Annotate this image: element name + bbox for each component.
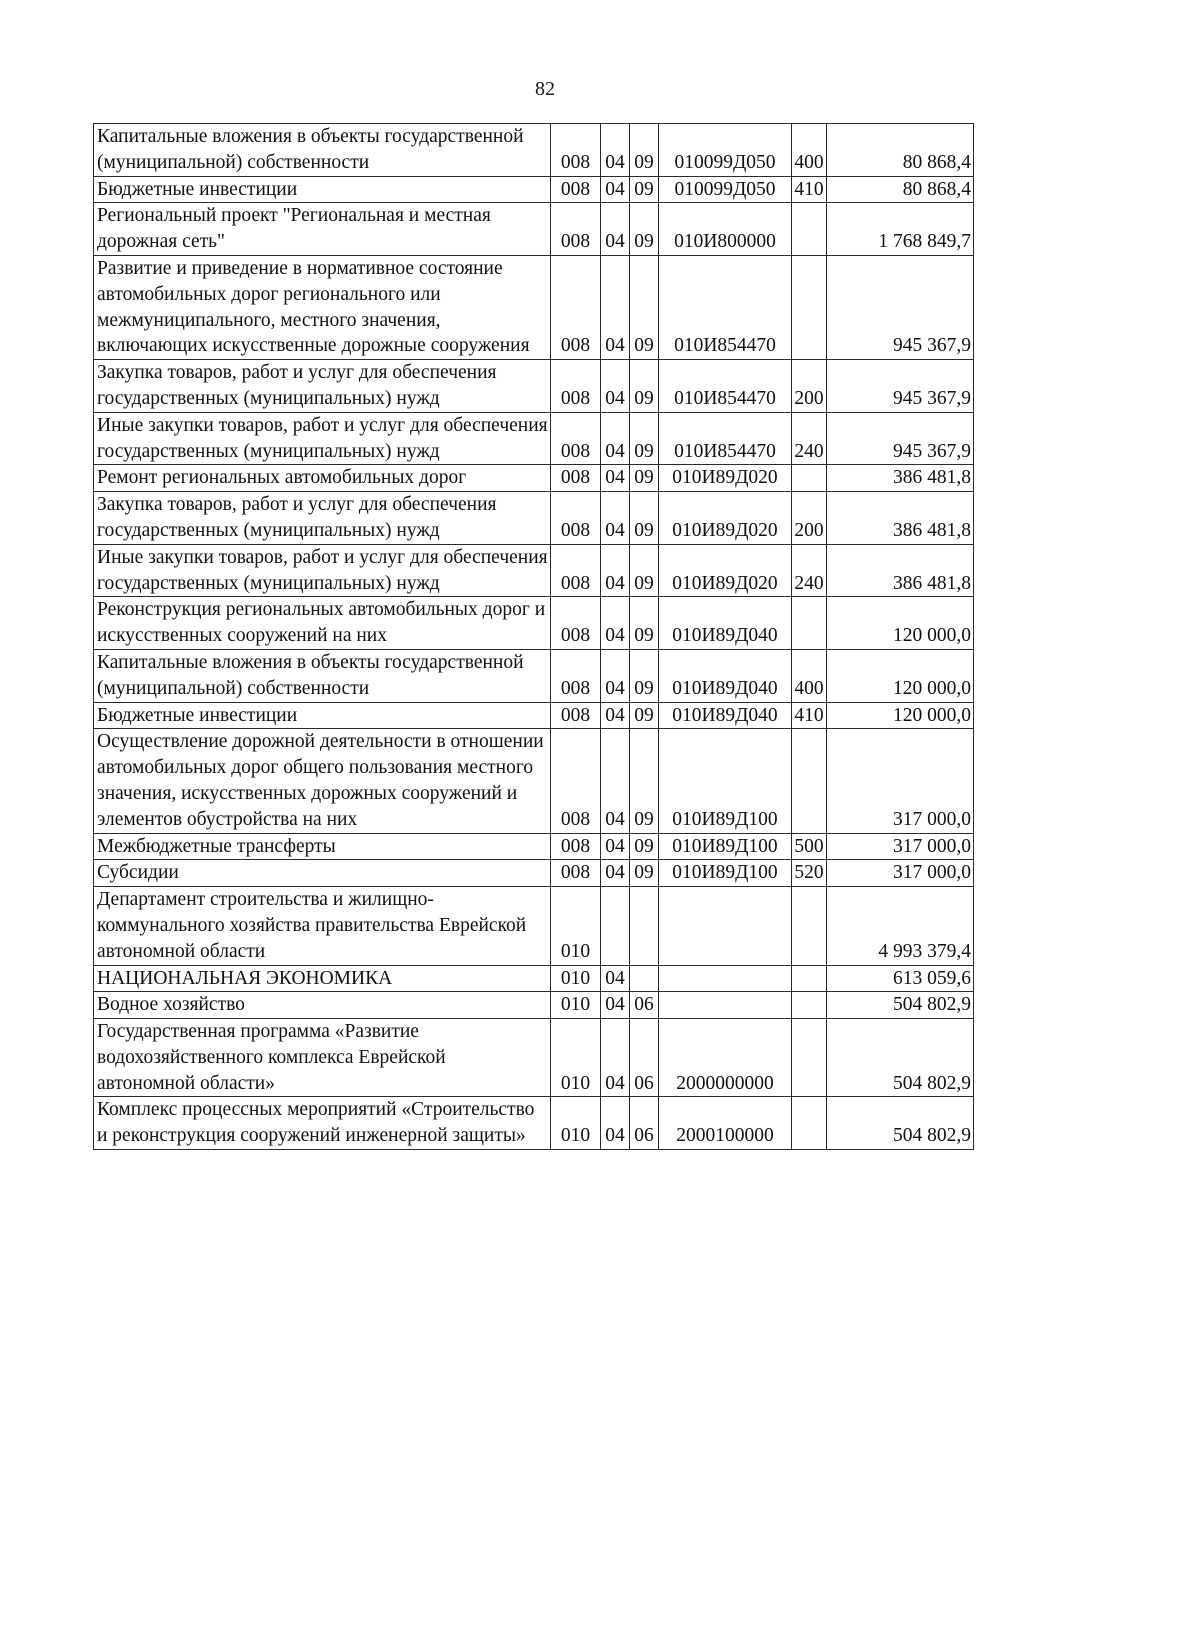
row-name: Закупка товаров, работ и услуг для обеспечения государственных (муниципальных) нужд [94, 492, 551, 545]
row-amount: 317 000,0 [827, 729, 974, 833]
row-target-article: 010099Д050 [659, 176, 792, 203]
row-expense-type [792, 1097, 827, 1150]
row-name: Осуществление дорожной деятельности в отношении автомобильных дорог общего пользования местного значения, искусственных дорожных сооружений и элементов обустройства на них [94, 729, 551, 833]
budget-table [93, 123, 974, 1150]
row-ministry-code: 008 [551, 729, 601, 833]
row-target-article: 010И854470 [659, 360, 792, 413]
row-subsection-code: 06 [630, 1019, 659, 1097]
row-expense-type: 400 [792, 649, 827, 702]
row-expense-type [792, 1019, 827, 1097]
row-subsection-code: 09 [630, 544, 659, 597]
row-ministry-code: 010 [551, 1019, 601, 1097]
row-expense-type: 520 [792, 860, 827, 887]
table-row [94, 860, 974, 887]
row-section-code [601, 887, 630, 965]
row-section-code: 04 [601, 992, 630, 1019]
row-subsection-code: 09 [630, 255, 659, 359]
row-section-code: 04 [601, 176, 630, 203]
row-name: Капитальные вложения в объекты государственной (муниципальной) собственности [94, 124, 551, 177]
table-row [94, 360, 974, 413]
row-ministry-code: 008 [551, 833, 601, 860]
row-amount: 613 059,6 [827, 965, 974, 992]
table-row [94, 833, 974, 860]
row-ministry-code: 010 [551, 992, 601, 1019]
row-subsection-code: 09 [630, 176, 659, 203]
row-name: Капитальные вложения в объекты государственной (муниципальной) собственности [94, 649, 551, 702]
page-number: 82 [535, 78, 555, 100]
table-row [94, 124, 974, 177]
table-row [94, 729, 974, 833]
row-target-article [659, 887, 792, 965]
row-ministry-code: 008 [551, 492, 601, 545]
table-row [94, 597, 974, 650]
row-section-code: 04 [601, 124, 630, 177]
row-ministry-code: 008 [551, 255, 601, 359]
row-expense-type: 240 [792, 412, 827, 465]
row-expense-type: 200 [792, 492, 827, 545]
table-row [94, 1019, 974, 1097]
table-row [94, 887, 974, 965]
row-expense-type [792, 255, 827, 359]
row-ministry-code: 008 [551, 412, 601, 465]
row-subsection-code: 09 [630, 465, 659, 492]
row-expense-type [792, 465, 827, 492]
row-target-article: 2000100000 [659, 1097, 792, 1150]
row-expense-type: 410 [792, 176, 827, 203]
row-subsection-code: 09 [630, 860, 659, 887]
row-subsection-code: 09 [630, 203, 659, 256]
table-row [94, 255, 974, 359]
row-amount: 945 367,9 [827, 360, 974, 413]
row-section-code: 04 [601, 1097, 630, 1150]
row-section-code: 04 [601, 1019, 630, 1097]
row-amount: 80 868,4 [827, 176, 974, 203]
row-ministry-code: 010 [551, 887, 601, 965]
row-amount: 317 000,0 [827, 833, 974, 860]
table-row [94, 412, 974, 465]
row-ministry-code: 008 [551, 124, 601, 177]
row-amount: 386 481,8 [827, 544, 974, 597]
row-target-article: 010И854470 [659, 412, 792, 465]
row-subsection-code: 09 [630, 492, 659, 545]
row-target-article: 010И89Д040 [659, 702, 792, 729]
row-amount: 945 367,9 [827, 255, 974, 359]
row-name: Иные закупки товаров, работ и услуг для обеспечения государственных (муниципальных) нужд [94, 544, 551, 597]
row-amount: 4 993 379,4 [827, 887, 974, 965]
row-ministry-code: 010 [551, 965, 601, 992]
row-name: Субсидии [94, 860, 551, 887]
row-subsection-code [630, 887, 659, 965]
row-expense-type: 400 [792, 124, 827, 177]
row-amount: 317 000,0 [827, 860, 974, 887]
row-ministry-code: 008 [551, 544, 601, 597]
row-section-code: 04 [601, 465, 630, 492]
row-target-article: 010И89Д040 [659, 597, 792, 650]
row-target-article: 010099Д050 [659, 124, 792, 177]
row-ministry-code: 008 [551, 176, 601, 203]
row-ministry-code: 008 [551, 597, 601, 650]
row-target-article [659, 992, 792, 1019]
row-expense-type [792, 203, 827, 256]
row-amount: 120 000,0 [827, 702, 974, 729]
row-subsection-code: 09 [630, 597, 659, 650]
row-subsection-code: 09 [630, 124, 659, 177]
row-section-code: 04 [601, 649, 630, 702]
row-ministry-code: 010 [551, 1097, 601, 1150]
row-name: Департамент строительства и жилищно-коммунального хозяйства правительства Еврейской автономной области [94, 887, 551, 965]
row-target-article: 010И854470 [659, 255, 792, 359]
row-target-article: 2000000000 [659, 1019, 792, 1097]
row-ministry-code: 008 [551, 702, 601, 729]
row-name: Государственная программа «Развитие водохозяйственного комплекса Еврейской автономной области» [94, 1019, 551, 1097]
row-target-article: 010И89Д040 [659, 649, 792, 702]
row-amount: 504 802,9 [827, 1019, 974, 1097]
row-subsection-code: 09 [630, 833, 659, 860]
table-row [94, 702, 974, 729]
row-subsection-code: 06 [630, 992, 659, 1019]
row-section-code: 04 [601, 860, 630, 887]
row-ministry-code: 008 [551, 465, 601, 492]
table-row [94, 965, 974, 992]
row-subsection-code: 09 [630, 412, 659, 465]
row-amount: 386 481,8 [827, 465, 974, 492]
row-subsection-code: 09 [630, 360, 659, 413]
row-section-code: 04 [601, 729, 630, 833]
row-name: Реконструкция региональных автомобильных дорог и искусственных сооружений на них [94, 597, 551, 650]
row-expense-type [792, 597, 827, 650]
row-target-article: 010И89Д020 [659, 492, 792, 545]
row-expense-type [792, 729, 827, 833]
row-section-code: 04 [601, 597, 630, 650]
row-section-code: 04 [601, 702, 630, 729]
row-expense-type [792, 992, 827, 1019]
row-name: Развитие и приведение в нормативное состояние автомобильных дорог регионального или межмуниципального, местного значения, включающих искусственные дорожные сооружения [94, 255, 551, 359]
row-name: Комплекс процессных мероприятий «Строительство и реконструкция сооружений инженерной защиты» [94, 1097, 551, 1150]
table-row [94, 465, 974, 492]
row-amount: 120 000,0 [827, 649, 974, 702]
row-ministry-code: 008 [551, 649, 601, 702]
row-amount: 504 802,9 [827, 992, 974, 1019]
row-name: Межбюджетные трансферты [94, 833, 551, 860]
row-section-code: 04 [601, 203, 630, 256]
table-row [94, 203, 974, 256]
row-name: Закупка товаров, работ и услуг для обеспечения государственных (муниципальных) нужд [94, 360, 551, 413]
row-expense-type: 200 [792, 360, 827, 413]
row-name: НАЦИОНАЛЬНАЯ ЭКОНОМИКА [94, 965, 551, 992]
row-target-article: 010И89Д100 [659, 860, 792, 887]
row-section-code: 04 [601, 965, 630, 992]
row-subsection-code: 06 [630, 1097, 659, 1150]
row-ministry-code: 008 [551, 860, 601, 887]
table-row [94, 649, 974, 702]
row-expense-type [792, 965, 827, 992]
row-target-article: 010И89Д100 [659, 729, 792, 833]
row-name: Бюджетные инвестиции [94, 176, 551, 203]
row-target-article: 010И89Д020 [659, 465, 792, 492]
row-section-code: 04 [601, 492, 630, 545]
row-section-code: 04 [601, 412, 630, 465]
table-row [94, 1097, 974, 1150]
row-expense-type: 410 [792, 702, 827, 729]
row-name: Ремонт региональных автомобильных дорог [94, 465, 551, 492]
row-subsection-code: 09 [630, 702, 659, 729]
row-target-article: 010И89Д100 [659, 833, 792, 860]
row-target-article: 010И800000 [659, 203, 792, 256]
row-subsection-code: 09 [630, 729, 659, 833]
row-expense-type: 500 [792, 833, 827, 860]
row-name: Водное хозяйство [94, 992, 551, 1019]
row-amount: 1 768 849,7 [827, 203, 974, 256]
table-row [94, 992, 974, 1019]
table-row [94, 176, 974, 203]
row-amount: 80 868,4 [827, 124, 974, 177]
row-name: Иные закупки товаров, работ и услуг для обеспечения государственных (муниципальных) нужд [94, 412, 551, 465]
table-row [94, 544, 974, 597]
table-row [94, 492, 974, 545]
row-section-code: 04 [601, 255, 630, 359]
row-name: Региональный проект "Региональная и местная дорожная сеть" [94, 203, 551, 256]
row-target-article: 010И89Д020 [659, 544, 792, 597]
row-target-article [659, 965, 792, 992]
row-subsection-code: 09 [630, 649, 659, 702]
row-section-code: 04 [601, 360, 630, 413]
row-name: Бюджетные инвестиции [94, 702, 551, 729]
row-section-code: 04 [601, 833, 630, 860]
row-ministry-code: 008 [551, 203, 601, 256]
row-expense-type: 240 [792, 544, 827, 597]
row-subsection-code [630, 965, 659, 992]
row-amount: 945 367,9 [827, 412, 974, 465]
row-amount: 386 481,8 [827, 492, 974, 545]
budget-table-body [94, 124, 974, 1150]
row-amount: 120 000,0 [827, 597, 974, 650]
row-expense-type [792, 887, 827, 965]
row-section-code: 04 [601, 544, 630, 597]
row-amount: 504 802,9 [827, 1097, 974, 1150]
row-ministry-code: 008 [551, 360, 601, 413]
